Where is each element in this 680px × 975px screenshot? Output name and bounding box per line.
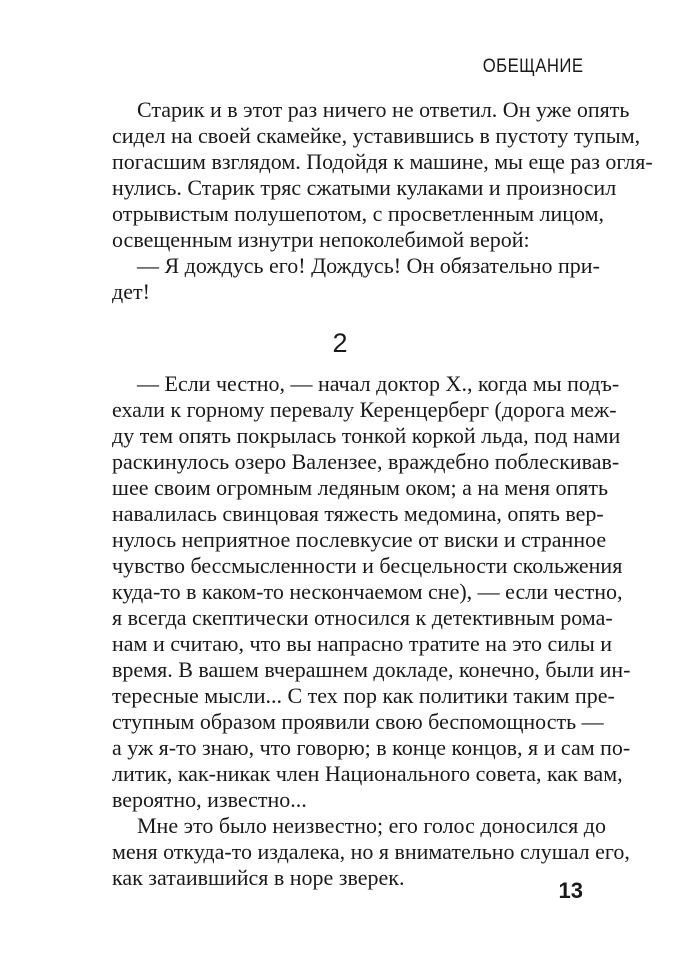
text-line: вероятно, известно...	[112, 787, 307, 812]
text-line: литик, как-никак член Национального совета, как вам,	[112, 761, 623, 786]
page-number: 13	[558, 878, 583, 903]
text-line: погасшим взглядом. Подойдя к машине, мы еще раз огля-	[112, 149, 653, 174]
text-line: я всегда скептически относился к детективным рома-	[112, 605, 613, 630]
text-line: — Если честно, — начал доктор Х., когда мы подъ-	[137, 371, 620, 396]
text-line: отрывистым полушепотом, с просветленным лицом,	[112, 201, 605, 226]
text-line: ступным образом проявили свою беспомощность —	[112, 709, 604, 734]
text-line: шее своим огромным ледяным оком; а на меня опять	[112, 475, 609, 500]
text-line: освещенным изнутри непоколебимой верой:	[112, 227, 530, 252]
text-line: время. В вашем вчерашнем докладе, конечно, были ин-	[112, 657, 631, 682]
text-line: ехали к горному перевалу Керенцерберг (дорога меж-	[112, 397, 617, 422]
text-line: ду тем опять покрылась тонкой коркой льда, под нами	[112, 423, 621, 448]
text-line: навалилась свинцовая тяжесть медомина, опять вер-	[112, 501, 604, 526]
text-line: Мне это было неизвестно; его голос доносился до	[137, 813, 606, 838]
chapter-number: 2	[332, 328, 348, 358]
text-line: нам и считаю, что вы напрасно тратите на это силы и	[112, 631, 613, 656]
text-line: нулись. Старик тряс сжатыми кулаками и произносил	[112, 175, 617, 200]
text-line: тересные мысли... С тех пор как политики таким пре-	[112, 683, 615, 708]
text-line: Старик и в этот раз ничего не ответил. Он уже опять	[137, 97, 630, 122]
text-line: куда-то в каком-то нескончаемом сне), — если честно,	[112, 579, 623, 604]
text-line: как затаившийся в норе зверек.	[112, 865, 405, 890]
text-line: а уж я-то знаю, что говорю; в конце концов, я и сам по-	[112, 735, 631, 760]
text-line: дет!	[112, 279, 150, 304]
text-line: раскинулось озеро Валензее, враждебно поблескивав-	[112, 449, 620, 474]
text-line: меня откуда-то издалека, но я внимательно слушал его,	[112, 839, 630, 864]
text-line: — Я дождусь его! Дождусь! Он обязательно при-	[137, 253, 600, 278]
text-line: нулось неприятное послевкусие от виски и странное	[112, 527, 607, 552]
text-line: чувство бессмысленности и бесцельности скольжения	[112, 553, 623, 578]
running-head: ОБЕЩАНИЕ	[482, 56, 583, 77]
text-line: сидел на своей скамейке, уставившись в пустоту тупым,	[112, 123, 641, 148]
